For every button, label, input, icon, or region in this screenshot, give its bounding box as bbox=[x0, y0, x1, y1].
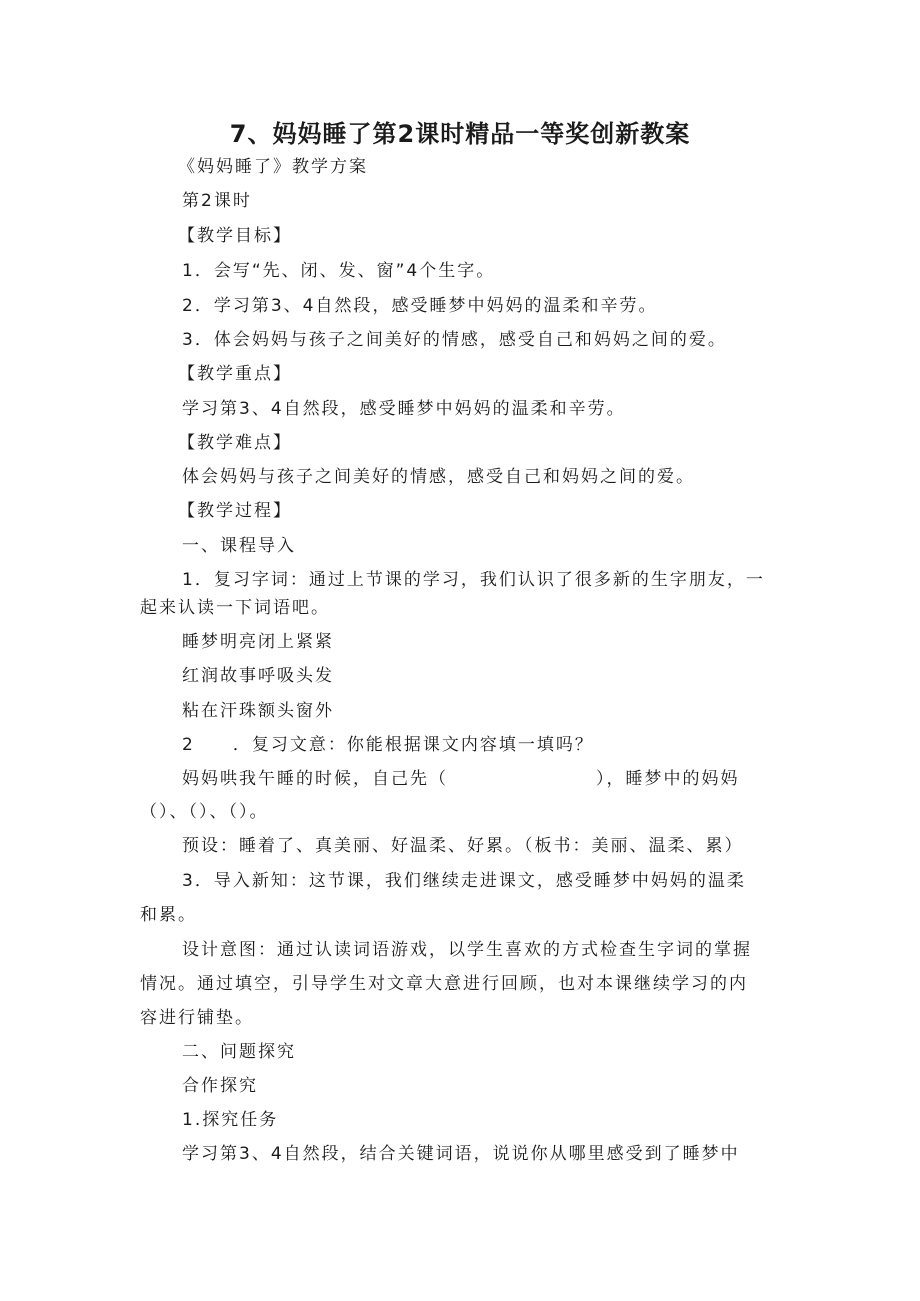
inquiry-task-heading: 1.探究任务 bbox=[182, 1110, 279, 1130]
design-intent-line-2: 情况。通过填空，引导学生对文章大意进行回顾，也对本课继续学习的内 bbox=[140, 974, 748, 994]
step-1-text: 1．复习字词：通过上节课的学习，我们认识了很多新的生字朋友，一 bbox=[182, 570, 765, 590]
objective-2: 2．学习第3、4自然段，感受睡梦中妈妈的温柔和辛劳。 bbox=[182, 296, 658, 316]
word-list-row-2: 红润故事呼吸头发 bbox=[182, 666, 334, 686]
fill-blank-sentence-start: 妈妈哄我午睡的时候，自己先（ bbox=[182, 769, 448, 789]
fill-blank-sentence-end: ），睡梦中的妈妈 bbox=[596, 769, 740, 789]
cooperative-inquiry-heading: 合作探究 bbox=[182, 1076, 258, 1096]
step-3-text-continued: 和累。 bbox=[140, 905, 197, 925]
preset-answer: 预设：睡着了、真美丽、好温柔、好累。（板书：美丽、温柔、累） bbox=[182, 836, 744, 856]
section-heading-objectives: 【教学目标】 bbox=[178, 226, 292, 246]
step-3-text: 3．导入新知：这节课，我们继续走进课文，感受睡梦中妈妈的温柔 bbox=[182, 871, 746, 891]
section-heading-process: 【教学过程】 bbox=[178, 501, 292, 521]
word-list-row-3: 粘在汗珠额头窗外 bbox=[182, 701, 334, 721]
lesson-number: 第2课时 bbox=[182, 191, 252, 211]
part-two-heading: 二、问题探究 bbox=[182, 1042, 296, 1062]
design-intent-line-1: 设计意图：通过认读词语游戏，以学生喜欢的方式检查生字词的掌握 bbox=[182, 940, 752, 960]
fill-blank-sentence bbox=[182, 767, 740, 791]
objective-1: 1．会写“先、闭、发、窗”4个生字。 bbox=[182, 261, 496, 281]
objective-3: 3．体会妈妈与孩子之间美好的情感，感受自己和妈妈之间的爱。 bbox=[182, 330, 727, 350]
step-1-text-continued: 起来认读一下词语吧。 bbox=[140, 598, 330, 618]
part-one-heading: 一、课程导入 bbox=[182, 536, 296, 556]
document-title: 7、妈妈睡了第2课时精品一等奖创新教案 bbox=[229, 120, 691, 148]
section-heading-key-points: 【教学重点】 bbox=[178, 364, 292, 384]
word-list-row-1: 睡梦明亮闭上紧紧 bbox=[182, 632, 334, 652]
step-2-text: 2 ．复习文意：你能根据课文内容填一填吗？ bbox=[182, 735, 594, 755]
key-point-text: 学习第3、4自然段，感受睡梦中妈妈的温柔和辛劳。 bbox=[182, 399, 626, 419]
section-heading-difficulties: 【教学难点】 bbox=[178, 433, 292, 453]
fill-blank-options: （）、（）、（）。 bbox=[140, 802, 269, 822]
difficulty-text: 体会妈妈与孩子之间美好的情感，感受自己和妈妈之间的爱。 bbox=[182, 467, 695, 487]
design-intent-line-3: 容进行铺垫。 bbox=[140, 1008, 254, 1028]
inquiry-task-text: 学习第3、4自然段，结合关键词语，说说你从哪里感受到了睡梦中 bbox=[182, 1144, 740, 1164]
plan-title: 《妈妈睡了》教学方案 bbox=[178, 157, 368, 177]
